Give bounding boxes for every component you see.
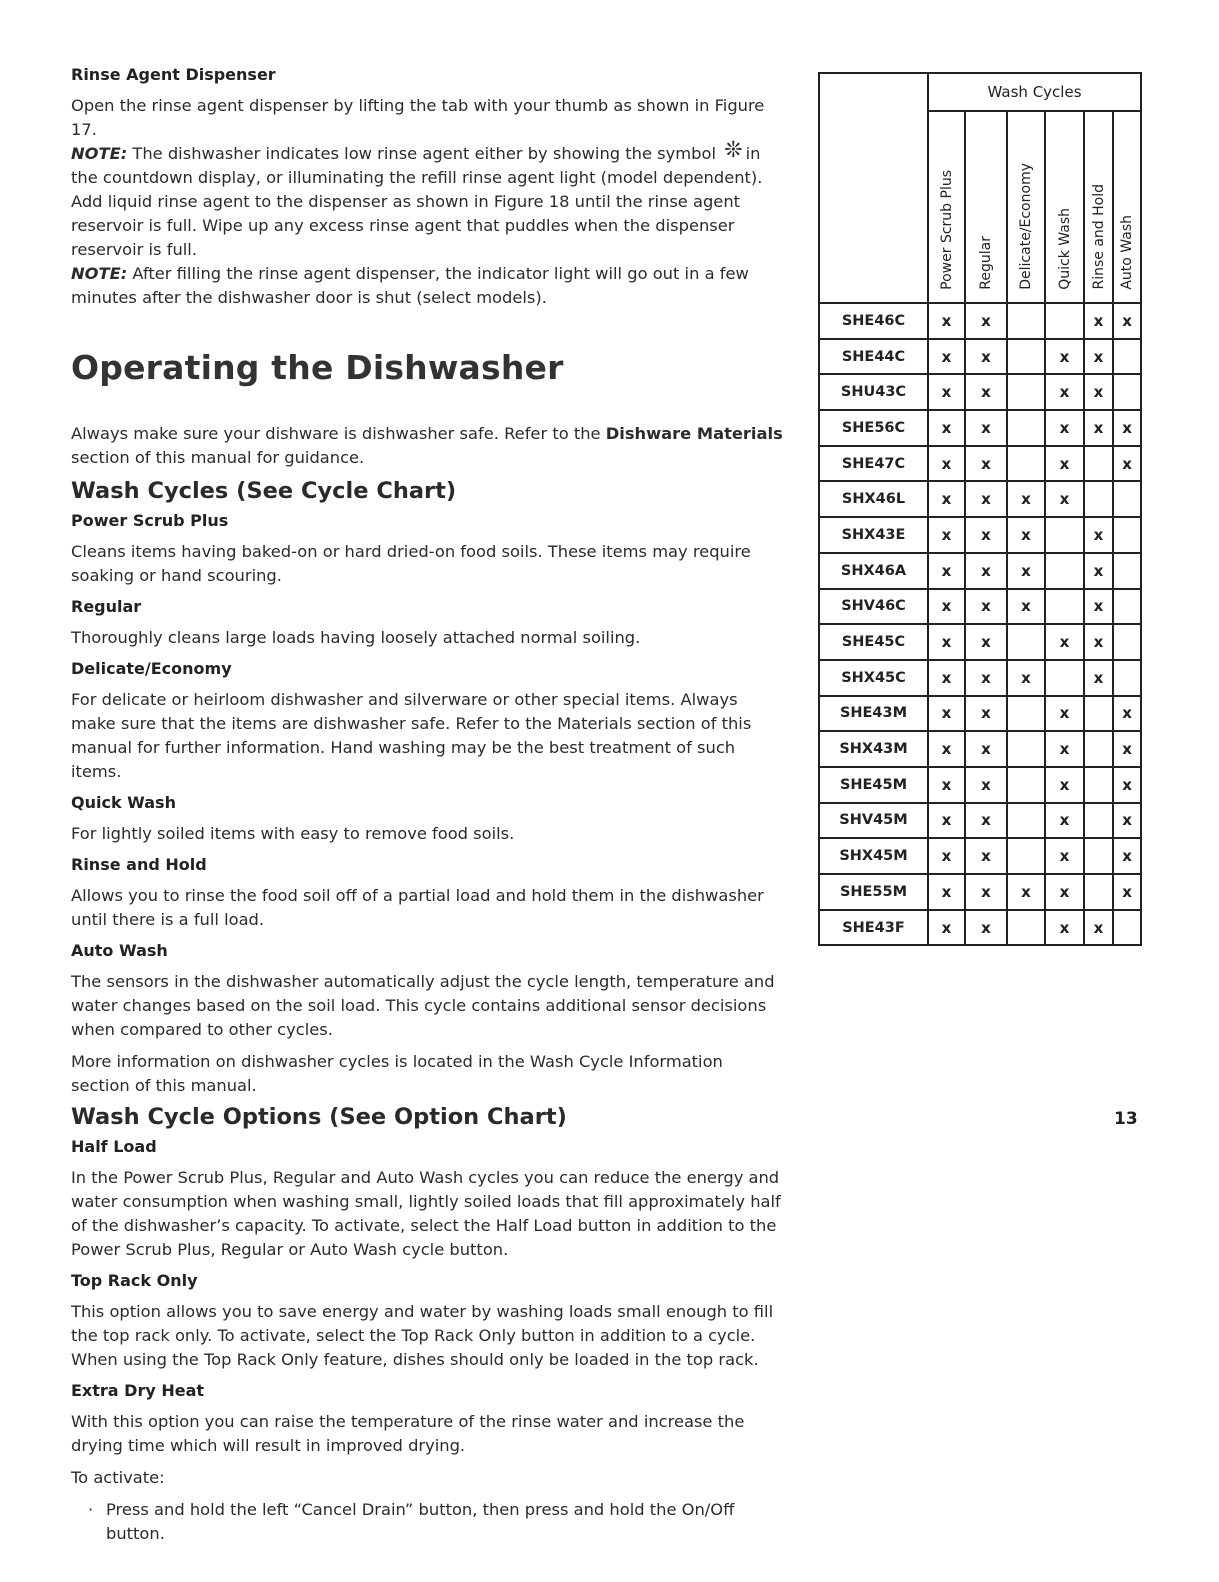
mark-cell [1007,374,1045,410]
mark-cell: x [965,731,1007,767]
model-cell: SHE43F [819,910,928,946]
mark-cell: x [928,910,965,946]
model-cell: SHE43M [819,696,928,732]
rinse-agent-note-2: NOTE: After filling the rinse agent dispenser, the indicator light will go out in a few minutes after the dishwasher door is shut (select models). [71,264,749,307]
table-row [819,660,1141,696]
cycle-description: For lightly soiled items with easy to remove food soils. [71,824,515,843]
model-cell: SHE46C [819,303,928,339]
mark-cell [1113,660,1141,696]
model-cell: SHV46C [819,589,928,625]
mark-cell: x [1084,660,1113,696]
mark-cell: x [1007,589,1045,625]
mark-cell: x [928,624,965,660]
option-text-top-rack: This option allows you to save energy and water by washing loads small enough to fill the top rack only. To activate, select the Top Rack Only button in addition to a cycle. When using the Top Rack Only feature, dishes should only be loaded in the top rack. [71,1302,774,1369]
model-cell: SHE45C [819,624,928,660]
mark-cell [1084,767,1113,803]
table-row [819,731,1141,767]
cycle-description: Cleans items having baked-on or hard dried-on food soils. These items may require soaking or hand scouring. [71,542,751,585]
mark-cell [1007,696,1045,732]
table-row [819,589,1141,625]
mark-cell: x [1045,696,1084,732]
mark-cell [1007,410,1045,446]
mark-cell: x [1045,624,1084,660]
mark-cell: x [928,874,965,910]
mark-cell [1113,910,1141,946]
column-header: Auto Wash [1113,111,1141,303]
mark-cell [1007,624,1045,660]
mark-cell: x [1113,803,1141,839]
model-cell: SHE55M [819,874,928,910]
table-row [819,803,1141,839]
table-row [819,374,1141,410]
mark-cell: x [1007,874,1045,910]
mark-cell [1007,767,1045,803]
model-cell: SHE56C [819,410,928,446]
mark-cell [1084,481,1113,517]
model-cell: SHX45C [819,660,928,696]
rinse-agent-instruction: Open the rinse agent dispenser by lifting the tab with your thumb as shown in Figure 17. [71,96,765,139]
table-row [819,303,1141,339]
mark-cell: x [965,517,1007,553]
to-activate-label: To activate: [71,1468,165,1487]
option-heading-half-load: Half Load [71,1137,157,1156]
mark-cell: x [965,767,1007,803]
mark-cell: x [928,660,965,696]
mark-cell: x [965,624,1007,660]
mark-cell: x [1113,446,1141,482]
cycle-description: The sensors in the dishwasher automatically adjust the cycle length, temperature and water changes based on the soil load. This cycle contains additional sensor decisions when compared to other cycles. [71,972,775,1039]
rinse-agent-note-1: NOTE: The dishwasher indicates low rinse agent either by showing the symbol ❊ in the countdown display, or illuminating the refill rinse agent light (model dependent). [71,138,763,187]
mark-cell: x [965,410,1007,446]
mark-cell: x [1045,910,1084,946]
mark-cell: x [928,517,965,553]
model-cell: SHE45M [819,767,928,803]
mark-cell: x [1045,838,1084,874]
mark-cell: x [1113,303,1141,339]
mark-cell: x [1084,303,1113,339]
column-header: Delicate/Economy [1007,111,1045,303]
mark-cell: x [1084,374,1113,410]
mark-cell: x [965,374,1007,410]
mark-cell [1007,803,1045,839]
mark-cell: x [1045,874,1084,910]
mark-cell [1007,446,1045,482]
more-info-text: More information on dishwasher cycles is located in the Wash Cycle Information section of this manual. [71,1052,723,1095]
note-label: NOTE: [71,144,128,163]
mark-cell: x [1007,553,1045,589]
mark-cell: x [928,803,965,839]
cycle-heading: Quick Wash [71,793,176,812]
mark-cell [1007,339,1045,375]
wash-options-title: Wash Cycle Options (See Option Chart) [71,1104,567,1130]
bullet-icon: · [88,1500,94,1519]
mark-cell: x [928,696,965,732]
mark-cell: x [1084,910,1113,946]
mark-cell [1045,589,1084,625]
mark-cell [1084,838,1113,874]
mark-cell: x [1007,481,1045,517]
model-cell: SHE47C [819,446,928,482]
mark-cell [1007,303,1045,339]
mark-cell: x [1045,446,1084,482]
mark-cell [1113,374,1141,410]
rinse-agent-heading: Rinse Agent Dispenser [71,65,276,84]
table-row [819,517,1141,553]
mark-cell [1045,303,1084,339]
model-cell: SHU43C [819,374,928,410]
mark-cell: x [1045,410,1084,446]
option-heading-extra-dry: Extra Dry Heat [71,1381,205,1400]
mark-cell [1113,589,1141,625]
model-cell: SHE44C [819,339,928,375]
mark-cell: x [928,731,965,767]
mark-cell: x [965,910,1007,946]
model-cell: SHX43M [819,731,928,767]
mark-cell: x [928,410,965,446]
cycle-chart-table [818,72,1142,946]
column-header: Power Scrub Plus [928,111,965,303]
chart-corner-cell [819,73,928,303]
mark-cell: x [965,481,1007,517]
table-row [819,624,1141,660]
mark-cell: x [928,481,965,517]
mark-cell [1045,553,1084,589]
mark-cell: x [1113,767,1141,803]
mark-cell: x [965,589,1007,625]
mark-cell [1084,874,1113,910]
mark-cell: x [1045,339,1084,375]
mark-cell [1007,910,1045,946]
mark-cell: x [1113,731,1141,767]
column-header: Regular [965,111,1007,303]
mark-cell: x [965,660,1007,696]
mark-cell: x [1113,696,1141,732]
mark-cell: x [1045,481,1084,517]
model-cell: SHX46L [819,481,928,517]
rinse-agent-fill-instruction: Add liquid rinse agent to the dispenser as shown in Figure 18 until the rinse agent reservoir is full. Wipe up any excess rinse agent that puddles when the dispenser reservoir is full. [71,192,741,259]
mark-cell: x [928,374,965,410]
mark-cell: x [1084,339,1113,375]
cycle-heading: Power Scrub Plus [71,511,229,530]
cycle-heading: Delicate/Economy [71,659,232,678]
chart-group-header: Wash Cycles [928,73,1141,111]
table-row [819,696,1141,732]
mark-cell [1113,624,1141,660]
mark-cell: x [1084,553,1113,589]
mark-cell [1084,696,1113,732]
mark-cell: x [1113,838,1141,874]
cycle-description: For delicate or heirloom dishwasher and silverware or other special items. Always make sure that the items are dishwasher safe. Refer to the Materials section of this manual for further information. Hand washing may be the best treatment of such items. [71,690,752,781]
mark-cell [1007,731,1045,767]
table-row [819,553,1141,589]
mark-cell [1084,731,1113,767]
cycle-chart-body [819,303,1141,945]
option-text-half-load: In the Power Scrub Plus, Regular and Auto Wash cycles you can reduce the energy and water consumption when washing small, lightly soiled loads that fill approximately half of the dishwasher’s capacity. To activate, select the Half Load button in addition to the Power Scrub Plus, Regular or Auto Wash cycle button. [71,1168,781,1259]
mark-cell: x [928,767,965,803]
mark-cell [1113,517,1141,553]
model-cell: SHX46A [819,553,928,589]
mark-cell: x [965,446,1007,482]
page-number: 13 [1114,1109,1138,1129]
column-header: Quick Wash [1045,111,1084,303]
option-heading-top-rack: Top Rack Only [71,1271,198,1290]
bullet-item: · Press and hold the left “Cancel Drain” button, then press and hold the On/Off button. [88,1500,735,1543]
mark-cell: x [965,339,1007,375]
mark-cell: x [965,874,1007,910]
mark-cell: x [1113,410,1141,446]
mark-cell: x [965,838,1007,874]
mark-cell: x [1084,410,1113,446]
table-row [819,446,1141,482]
rinse-agent-symbol-icon: ❊ [724,138,743,163]
mark-cell: x [928,553,965,589]
cycle-heading: Rinse and Hold [71,855,207,874]
mark-cell: x [1084,624,1113,660]
mark-cell: x [928,446,965,482]
table-row [819,874,1141,910]
note-label: NOTE: [71,264,128,283]
model-cell: SHV45M [819,803,928,839]
table-row [819,410,1141,446]
cycle-description: Thoroughly cleans large loads having loosely attached normal soiling. [71,628,641,647]
mark-cell [1045,660,1084,696]
table-row [819,910,1141,946]
cycle-heading: Regular [71,597,142,616]
table-row [819,339,1141,375]
mark-cell: x [928,303,965,339]
model-cell: SHX43E [819,517,928,553]
mark-cell: x [1045,731,1084,767]
option-text-extra-dry: With this option you can raise the temperature of the rinse water and increase the drying time which will result in improved drying. [71,1412,745,1455]
mark-cell [1113,553,1141,589]
mark-cell: x [1084,517,1113,553]
page-title: Operating the Dishwasher [71,348,564,387]
cycle-description: Allows you to rinse the food soil off of a partial load and hold them in the dishwasher until there is a full load. [71,886,764,929]
cycle-heading: Auto Wash [71,941,168,960]
main-text-column [71,64,786,1546]
mark-cell: x [928,339,965,375]
mark-cell [1084,803,1113,839]
mark-cell: x [1045,767,1084,803]
table-row [819,767,1141,803]
mark-cell: x [1045,374,1084,410]
mark-cell: x [928,589,965,625]
mark-cell: x [965,303,1007,339]
operating-intro: Always make sure your dishware is dishwasher safe. Refer to the Dishware Materials section of this manual for guidance. [71,424,783,467]
mark-cell [1084,446,1113,482]
mark-cell [1113,339,1141,375]
mark-cell: x [1045,803,1084,839]
column-header: Rinse and Hold [1084,111,1113,303]
mark-cell: x [965,553,1007,589]
mark-cell: x [1007,517,1045,553]
model-cell: SHX45M [819,838,928,874]
mark-cell: x [965,803,1007,839]
mark-cell [1007,838,1045,874]
mark-cell: x [1007,660,1045,696]
mark-cell: x [965,696,1007,732]
mark-cell: x [1084,589,1113,625]
mark-cell: x [1113,874,1141,910]
mark-cell [1113,481,1141,517]
mark-cell [1045,517,1084,553]
table-row [819,838,1141,874]
table-row [819,481,1141,517]
wash-cycles-title: Wash Cycles (See Cycle Chart) [71,478,457,504]
mark-cell: x [928,838,965,874]
